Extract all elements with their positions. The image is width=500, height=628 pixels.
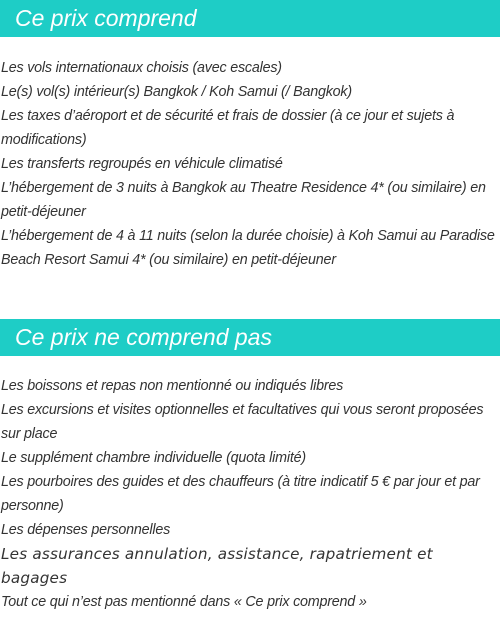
includes-item-bangkok-hotel: L’hébergement de 3 nuits à Bangkok au Theatre Residence 4* (ou similaire) en petit-déjeuner <box>1 180 486 220</box>
excludes-item-single-supplement: Le supplément chambre individuelle (quota limité) <box>1 450 306 466</box>
excludes-list <box>1 374 497 614</box>
includes-heading <box>0 0 500 37</box>
excludes-heading-title: Ce prix ne comprend pas <box>15 324 272 350</box>
excludes-item-tips: Les pourboires des guides et des chauffeurs (à titre indicatif 5 € par jour et par personne) <box>1 474 480 514</box>
includes-item-flights: Les vols internationaux choisis (avec escales) <box>1 60 282 76</box>
excludes-heading <box>0 319 500 356</box>
includes-item-samui-hotel: L’hébergement de 4 à 11 nuits (selon la durée choisie) à Koh Samui au Paradise Beach Resort Samui 4* (ou similaire) en petit-déjeuner <box>1 228 495 268</box>
includes-item-taxes: Les taxes d’aéroport et de sécurité et frais de dossier (à ce jour et sujets à modifications) <box>1 108 455 148</box>
excludes-item-drinks-meals: Les boissons et repas non mentionné ou indiqués libres <box>1 378 344 394</box>
excludes-item-not-mentioned: Tout ce qui n’est pas mentionné dans « Ce prix comprend » <box>1 594 367 610</box>
includes-list <box>1 56 497 272</box>
excludes-item-personal-expenses: Les dépenses personnelles <box>1 522 171 538</box>
excludes-item-excursions: Les excursions et visites optionnelles et facultatives qui vous seront proposées sur place <box>1 402 484 442</box>
excludes-item-insurance: Les assurances annulation, assistance, rapatriement et bagages <box>1 545 433 587</box>
includes-item-domestic-flights: Le(s) vol(s) intérieur(s) Bangkok / Koh Samui (/ Bangkok) <box>1 84 352 100</box>
includes-item-transfers: Les transferts regroupés en véhicule climatisé <box>1 156 283 172</box>
includes-heading-title: Ce prix comprend <box>15 5 197 31</box>
